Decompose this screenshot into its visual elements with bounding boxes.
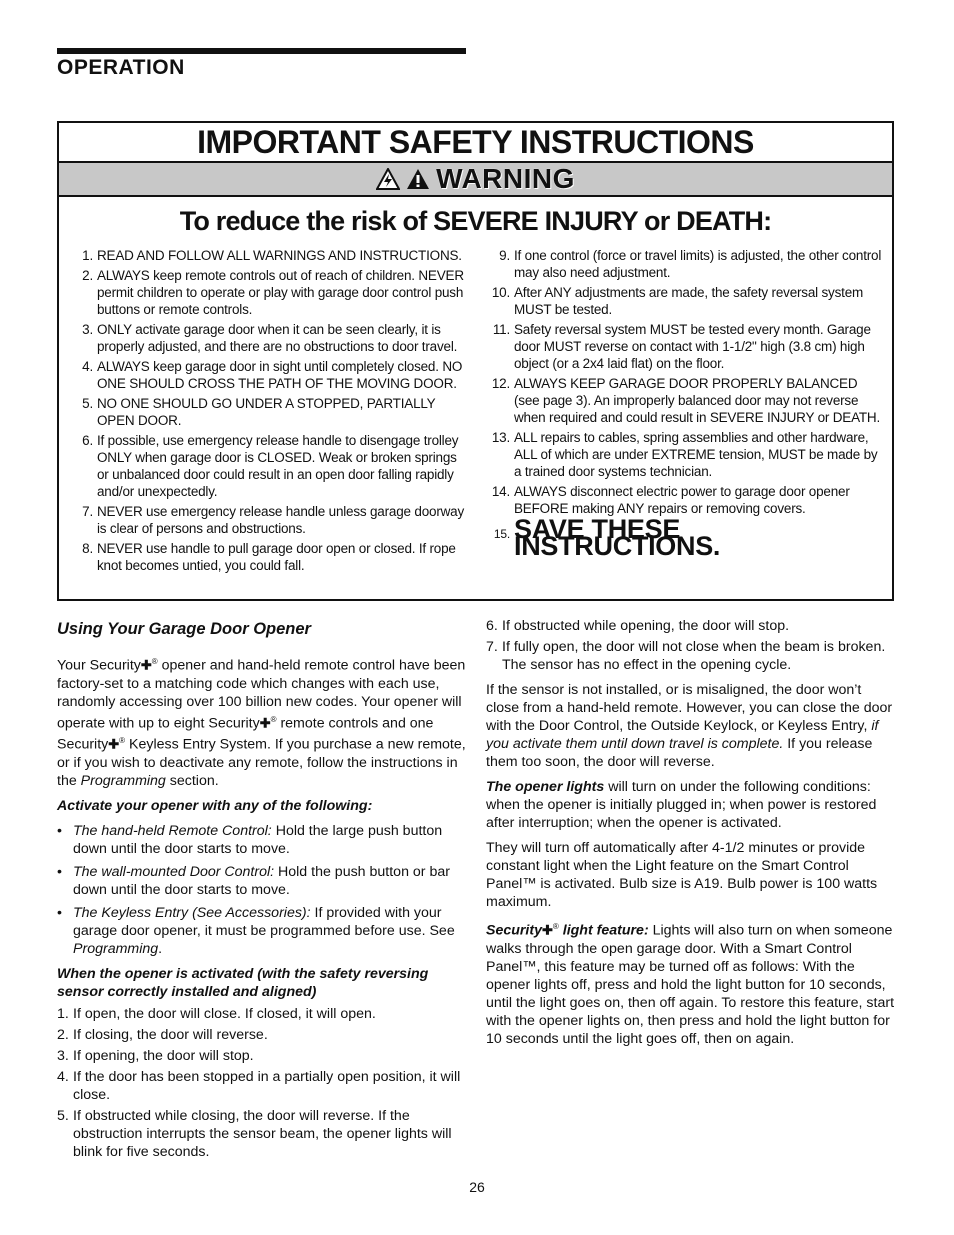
- list-item: 7. If fully open, the door will not close when the beam is broken. The sensor has no effect in the opening cycle.: [486, 639, 886, 673]
- body-column-right: [486, 617, 896, 1055]
- list-item: 6. If possible, use emergency release handle to disengage trolley ONLY when garage door is CLOSED. Weak or broken springs or unbalanced door could result in an open door falling rapidly and/or unexpectedly.: [82, 433, 459, 499]
- warning-banner: [59, 163, 892, 197]
- behavior-list-left: [57, 1005, 467, 1161]
- light-feature-paragraph: Security✚® light feature: Lights will also turn on when someone walks through the open garage door. With a Smart Control Panel™, this feature may be turned off as follows: With the opener lights off, press and hold the light button for 10 seconds, until the light goes on, then off again. To restore this feature, start with the opener lights on, then press and hold the light button for 10 seconds until the light goes off, then on again.: [486, 922, 895, 1047]
- list-item: • The wall-mounted Door Control: Hold the push button or bar down until the door starts to move.: [57, 864, 450, 899]
- list-item: 4. If the door has been stopped in a partially open position, it will close.: [57, 1069, 461, 1104]
- safety-instructions-box: [57, 121, 894, 601]
- list-item: 9. If one control (force or travel limits) is adjusted, the other control may also need adjustment.: [499, 248, 882, 280]
- list-item: 10. After ANY adjustments are made, the safety reversal system MUST be tested.: [491, 285, 864, 317]
- security-plus-icon: ✚: [140, 657, 152, 673]
- intro-paragraph: Your Security✚® opener and hand-held remote control have been factory-set to a matching code which changes with each use, randomly accessing over 100 billion new codes. Your opener will operate with up to eight Security✚® remote controls and one Security✚® Keyless Entry System. If you purchase a new remote, or if you wish to deactivate any remote, follow the instructions in the Programming section.: [57, 657, 466, 790]
- security-plus-icon: ✚: [108, 737, 120, 753]
- electrical-hazard-icon: [376, 168, 400, 190]
- activated-heading: When the opener is activated (with the safety reversing sensor correctly installed and aligned): [57, 966, 429, 1001]
- list-item: 2. ALWAYS keep remote controls out of reach of children. NEVER permit children to operate or play with garage door control push buttons or remote controls.: [82, 268, 464, 317]
- list-item: 3. If opening, the door will stop.: [57, 1048, 254, 1065]
- list-item: 14. ALWAYS disconnect electric power to garage door opener BEFORE making ANY repairs or removing covers.: [491, 484, 850, 516]
- activate-heading: Activate your opener with any of the following:: [57, 798, 373, 815]
- subsection-heading: Using Your Garage Door Opener: [57, 620, 311, 638]
- list-item: 13. ALL repairs to cables, spring assemblies and other hardware, ALL of which are under EXTREME tension, MUST be made by a trained door systems technician.: [491, 430, 878, 479]
- warning-label: WARNING: [436, 163, 575, 194]
- list-item: 1. READ AND FOLLOW ALL WARNINGS AND INSTRUCTIONS.: [82, 248, 462, 263]
- list-item: 2. If closing, the door will reverse.: [57, 1027, 268, 1044]
- lights-paragraph: The opener lights will turn on under the following conditions: when the opener is initially plugged in; when power is restored after interruption; when the opener is activated.: [486, 779, 877, 831]
- activation-methods: [57, 822, 467, 958]
- security-plus-icon: ✚: [542, 922, 553, 938]
- list-item: 12. ALWAYS KEEP GARAGE DOOR PROPERLY BALANCED (see page 3). An improperly balanced door may not reverse when required and could result in SEVERE INJURY or DEATH.: [491, 376, 881, 425]
- warning-list-right: [486, 247, 886, 561]
- risk-heading: To reduce the risk of SEVERE INJURY or DEATH:: [179, 206, 772, 236]
- security-plus-icon: ✚: [259, 715, 271, 731]
- list-item: 5. If obstructed while closing, the door will reverse. If the obstruction interrupts the sensor beam, the opener lights will blink for five seconds.: [57, 1108, 452, 1161]
- sensor-paragraph: If the sensor is not installed, or is misaligned, the door won’t close from a hand-held remote. However, you can close the door with the Door Control, the Outside Keylock, or Keyless Entry, if you activate them until down travel is complete. If you release them too soon, the door will reverse.: [486, 682, 893, 770]
- section-title: OPERATION: [57, 56, 185, 79]
- header-rule: [57, 48, 466, 54]
- body-column-left: [57, 617, 467, 1168]
- list-item: 1. If open, the door will close. If closed, it will open.: [57, 1006, 376, 1023]
- page-number: 26: [469, 1179, 485, 1195]
- save-instructions: 15. SAVE THESE INSTRUCTIONS.: [493, 514, 721, 561]
- list-item: 3. ONLY activate garage door when it can be seen clearly, it is properly adjusted, and there are no obstructions to door travel.: [82, 322, 458, 354]
- safety-title: IMPORTANT SAFETY INSTRUCTIONS: [59, 123, 892, 163]
- list-item: • The hand-held Remote Control: Hold the large push button down until the door starts to move.: [57, 823, 443, 858]
- behavior-list-right: [486, 617, 896, 674]
- warning-list-left: [69, 247, 471, 577]
- list-item: 8. NEVER use handle to pull garage door open or closed. If rope knot becomes untied, you could fall.: [82, 541, 456, 573]
- lights-off-paragraph: They will turn off automatically after 4-1/2 minutes or provide constant light when the Light feature on the Smart Control Panel™ is activated. Bulb size is A19. Bulb power is 100 watts maximum.: [486, 840, 878, 910]
- list-item: 7. NEVER use emergency release handle unless garage doorway is clear of persons and obstructions.: [82, 504, 465, 536]
- list-item: • The Keyless Entry (See Accessories): If provided with your garage door opener, it must be programmed before use. See Programming.: [57, 905, 455, 958]
- list-item: 11. Safety reversal system MUST be tested every month. Garage door MUST reverse on contact with 1-1/2" high (3.8 cm) high object (or a 2x4 laid flat) on the floor.: [492, 322, 871, 371]
- warning-triangle-icon: [406, 168, 430, 190]
- list-item: 6. If obstructed while opening, the door will stop.: [486, 618, 790, 634]
- list-item: 5. NO ONE SHOULD GO UNDER A STOPPED, PARTIALLY OPEN DOOR.: [82, 396, 436, 428]
- list-item: 4. ALWAYS keep garage door in sight until completely closed. NO ONE SHOULD CROSS THE PATH OF THE MOVING DOOR.: [82, 359, 463, 391]
